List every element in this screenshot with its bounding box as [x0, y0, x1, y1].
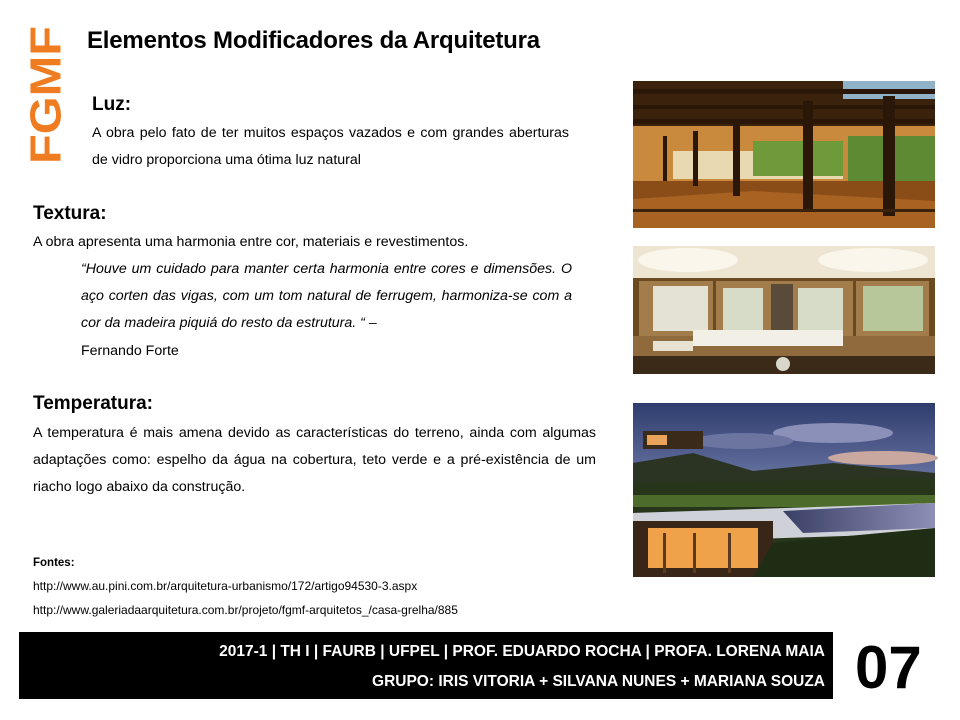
fgmf-logo: [21, 24, 71, 166]
source-link-1: http://www.au.pini.com.br/arquitetura-urbanismo/172/artigo94530-3.aspx: [33, 579, 418, 593]
fgmf-logo-graphic: [21, 24, 71, 166]
textura-heading: Textura:: [33, 203, 107, 224]
footer-course-info: 2017-1 | TH I | FAURB | UFPEL | PROF. EDUARDO ROCHA | PROFA. LORENA MAIA: [219, 643, 825, 660]
source-link-2: http://www.galeriadaarquitetura.com.br/projeto/fgmf-arquitetos_/casa-grelha/885: [33, 603, 458, 617]
luz-text: A obra pelo fato de ter muitos espaços vazados e com grandes aberturas de vidro proporciona uma ótima luz natural: [92, 125, 569, 168]
page-title: Elementos Modificadores da Arquitetura: [87, 27, 540, 54]
footer-group-members: GRUPO: IRIS VITORIA + SILVANA NUNES + MARIANA SOUZA: [372, 673, 825, 690]
textura-quote-author: Fernando Forte: [81, 343, 179, 359]
svg-text:FGMF: FGMF: [21, 39, 71, 164]
page-number: 07: [855, 634, 922, 701]
textura-text: A obra apresenta uma harmonia entre cor, materiais e revestimentos.: [33, 234, 469, 250]
textura-quote: “Houve um cuidado para manter certa harmonia entre cores e dimensões. O aço corten das vigas, com um tom natural de ferrugem, harmoniza-se com a cor da madeira piquiá do resto da estrutura. “ –: [81, 261, 572, 331]
temperatura-text: A temperatura é mais amena devido as características do terreno, ainda com algumas adaptações como: espelho da água na cobertura, teto verde e a pré-existência de um riacho logo abaixo da construção.: [33, 425, 596, 495]
temperatura-heading: Temperatura:: [33, 393, 154, 414]
veranda-photo: [633, 81, 935, 228]
luz-heading: Luz:: [92, 94, 132, 115]
interior-photo: [633, 246, 935, 374]
footer-bar: [19, 632, 833, 699]
sources-heading: Fontes:: [33, 557, 75, 569]
exterior-dusk-photo: [633, 403, 935, 577]
